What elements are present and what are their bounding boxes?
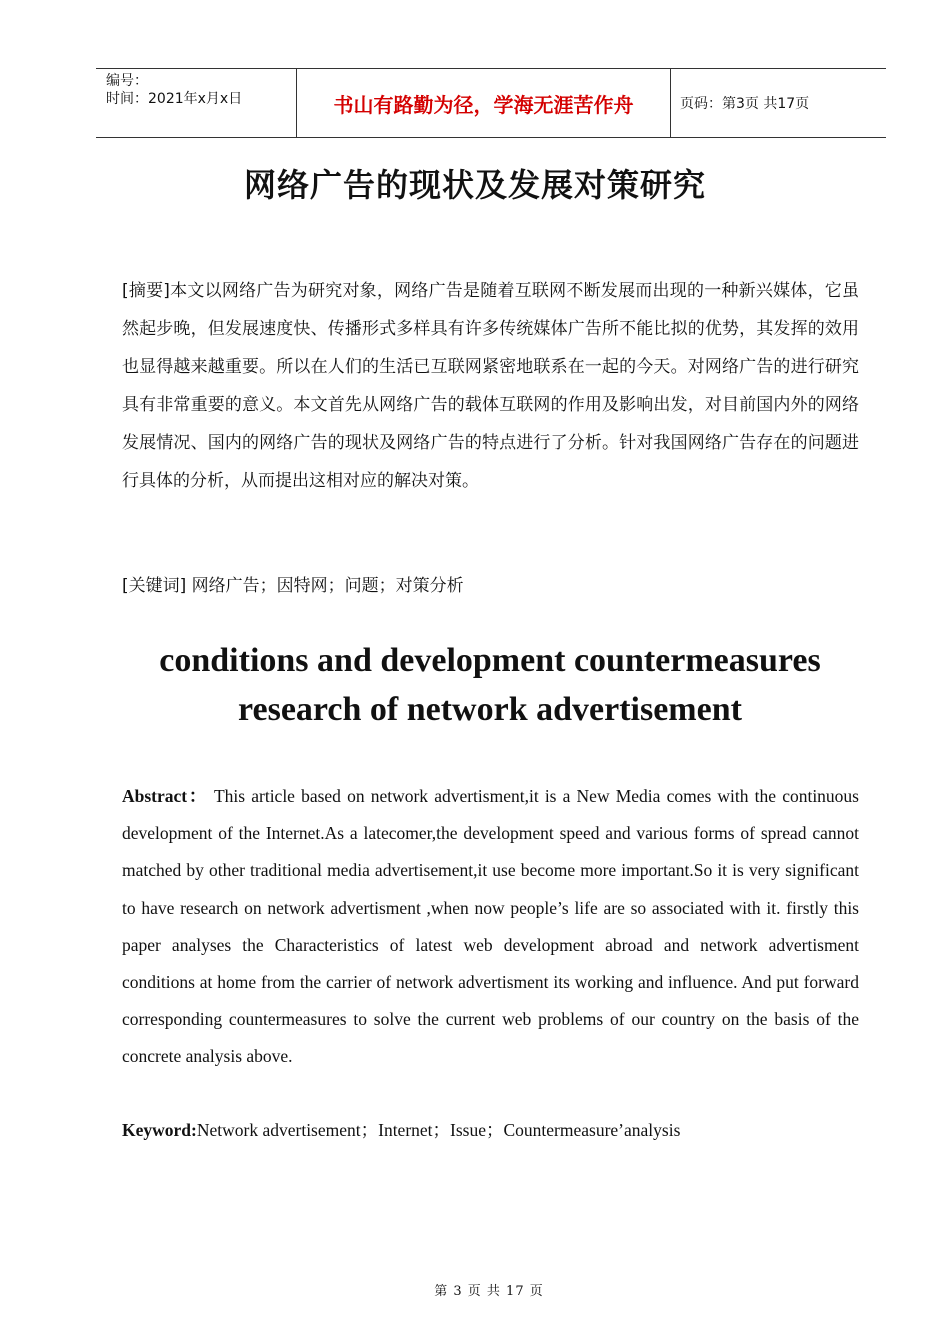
keywords-en-text: Network advertisement；Internet；Issue；Countermeasure’analysis bbox=[196, 1120, 681, 1140]
document-title-cn: 网络广告的现状及发展对策研究 bbox=[243, 166, 706, 204]
keywords-en-label: Keyword: bbox=[122, 1120, 197, 1140]
keywords-en bbox=[122, 1112, 859, 1149]
header-meta bbox=[96, 69, 297, 137]
abstract-cn-text: 本文以网络广告为研究对象，网络广告是随着互联网不断发展而出现的一种新兴媒体，它虽然起步晚，但发展速度快、传播形式多样具有许多传统媒体广告所不能比拟的优势，其发挥的效用也显得越来越重要。所以在人们的生活已互联网紧密地联系在一起的今天。对网络广告的进行研究具有非常重要的意义。本文首先从网络广告的载体互联网的作用及影响出发，对目前国内外的网络发展情况、国内的网络广告的现状及网络广告的特点进行了分析。针对我国网络广告存在的问题进行具体的分析，从而提出这相对应的解决对策。 bbox=[122, 281, 860, 491]
header-motto: 书山有路勤为径，学海无涯苦作舟 bbox=[297, 69, 671, 137]
serial-label: 编号： bbox=[106, 73, 148, 89]
header-page-info: 页码：第3页 共17页 bbox=[680, 96, 810, 112]
abstract-en bbox=[122, 778, 859, 1076]
abstract-cn bbox=[122, 272, 859, 500]
abstract-en-label: Abstract： bbox=[122, 786, 209, 806]
keywords-cn bbox=[122, 567, 859, 605]
page-header bbox=[96, 68, 886, 138]
title-en-line2: research of network advertisement bbox=[238, 691, 742, 728]
abstract-en-text: This article based on network advertisment,it is a New Media comes with the continuous development of the Internet.As a latecomer,the development speed and various forms of spread cannot matched by other traditional media advertisement,it use become more important.So it is very significant to have research on network advertisment ,when now people’s life are so associated with it. firstly this paper analyses the Characteristics of latest web development abroad and network advertisment conditions at home from the carrier of network advertisment its working and influence. And put forward corresponding countermeasures to solve the current web problems of our country on the basis of the concrete analysis above. bbox=[122, 786, 859, 1067]
keywords-cn-label: [关键词] bbox=[122, 576, 187, 596]
time-label: 时间：2021年x月x日 bbox=[106, 91, 243, 107]
abstract-cn-label: [摘要] bbox=[122, 281, 170, 301]
keywords-cn-text: 网络广告；因特网；问题；对策分析 bbox=[186, 576, 464, 596]
title-en-line1: conditions and development countermeasures bbox=[159, 642, 821, 679]
page-footer: 第 3 页 共 17 页 bbox=[434, 1284, 544, 1299]
document-title-en bbox=[0, 636, 950, 734]
